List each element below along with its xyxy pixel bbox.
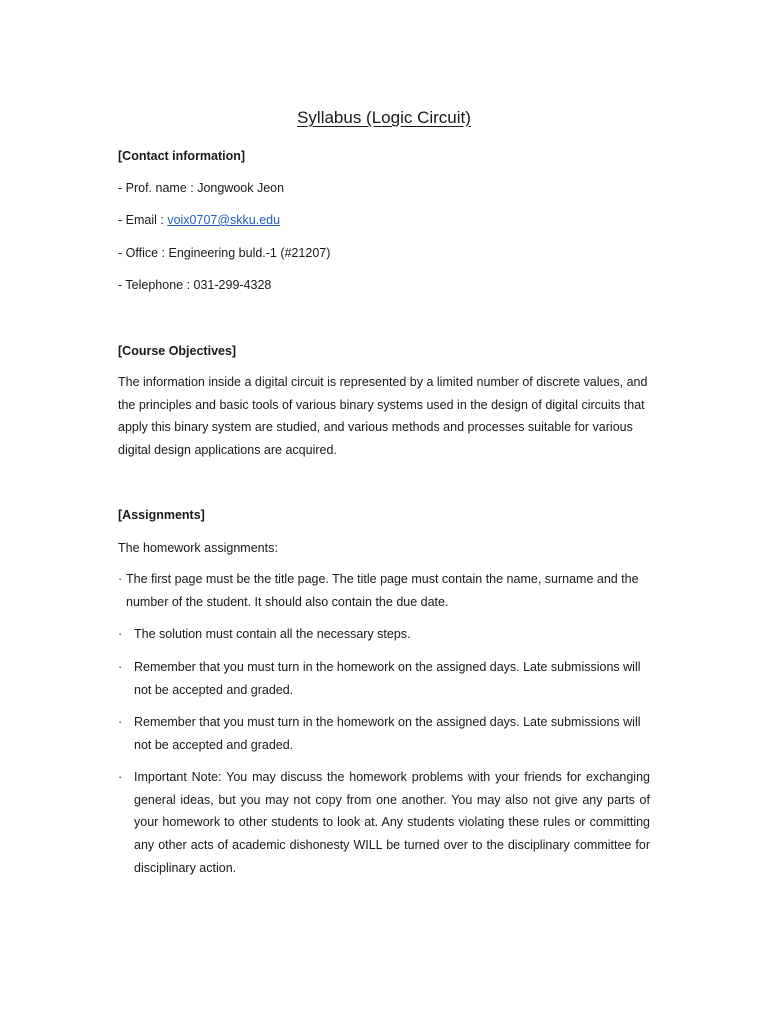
list-item-text: Remember that you must turn in the homework on the assigned days. Late submissions will not be accepted and graded. — [134, 715, 641, 752]
objectives-heading: [Course Objectives] — [118, 344, 237, 358]
bullet-mark: · — [118, 770, 123, 784]
list-item — [118, 568, 648, 613]
email-line — [118, 213, 280, 227]
bullet-mark: · — [118, 572, 123, 586]
list-item — [118, 623, 650, 646]
prof-name: - Prof. name : Jongwook Jeon — [118, 181, 285, 195]
telephone: - Telephone : 031-299-4328 — [118, 278, 272, 292]
list-item-text: The first page must be the title page. The title page must contain the name, surname and the number of the student. It should also contain the due date. — [126, 572, 639, 609]
objectives-text: The information inside a digital circuit is represented by a limited number of discrete values, and the principles and basic tools of various binary systems used in the design of digital circuits that apply this binary system are studied, and various methods and processes suitable for various digital design applications are acquired. — [118, 375, 648, 457]
email-label: - Email : — [118, 213, 168, 227]
list-item-text: The solution must contain all the necessary steps. — [134, 627, 411, 641]
bullet-mark: · — [118, 660, 123, 674]
assignments-heading: [Assignments] — [118, 508, 205, 522]
assignments-intro: The homework assignments: — [118, 541, 278, 555]
list-item — [118, 711, 650, 756]
contact-heading: [Contact information] — [118, 149, 246, 163]
list-item — [118, 656, 650, 701]
list-item-text: Important Note: You may discuss the homework problems with your friends for exchanging general ideas, but you may not copy from one another. You may also not give any parts of your homework to other students to look at. Any students violating these rules or committing any other acts of academic dishonesty WILL be turned over to the disciplinary committee for disciplinary action. — [134, 770, 650, 875]
email-link[interactable]: voix0707@skku.edu — [167, 213, 281, 227]
office: - Office : Engineering buld.-1 (#21207) — [118, 246, 331, 260]
bullet-mark: · — [118, 627, 123, 641]
page-title: Syllabus (Logic Circuit) — [297, 108, 471, 127]
bullet-mark: · — [118, 715, 123, 729]
list-item-text: Remember that you must turn in the homework on the assigned days. Late submissions will not be accepted and graded. — [134, 660, 641, 697]
list-item — [118, 766, 650, 880]
